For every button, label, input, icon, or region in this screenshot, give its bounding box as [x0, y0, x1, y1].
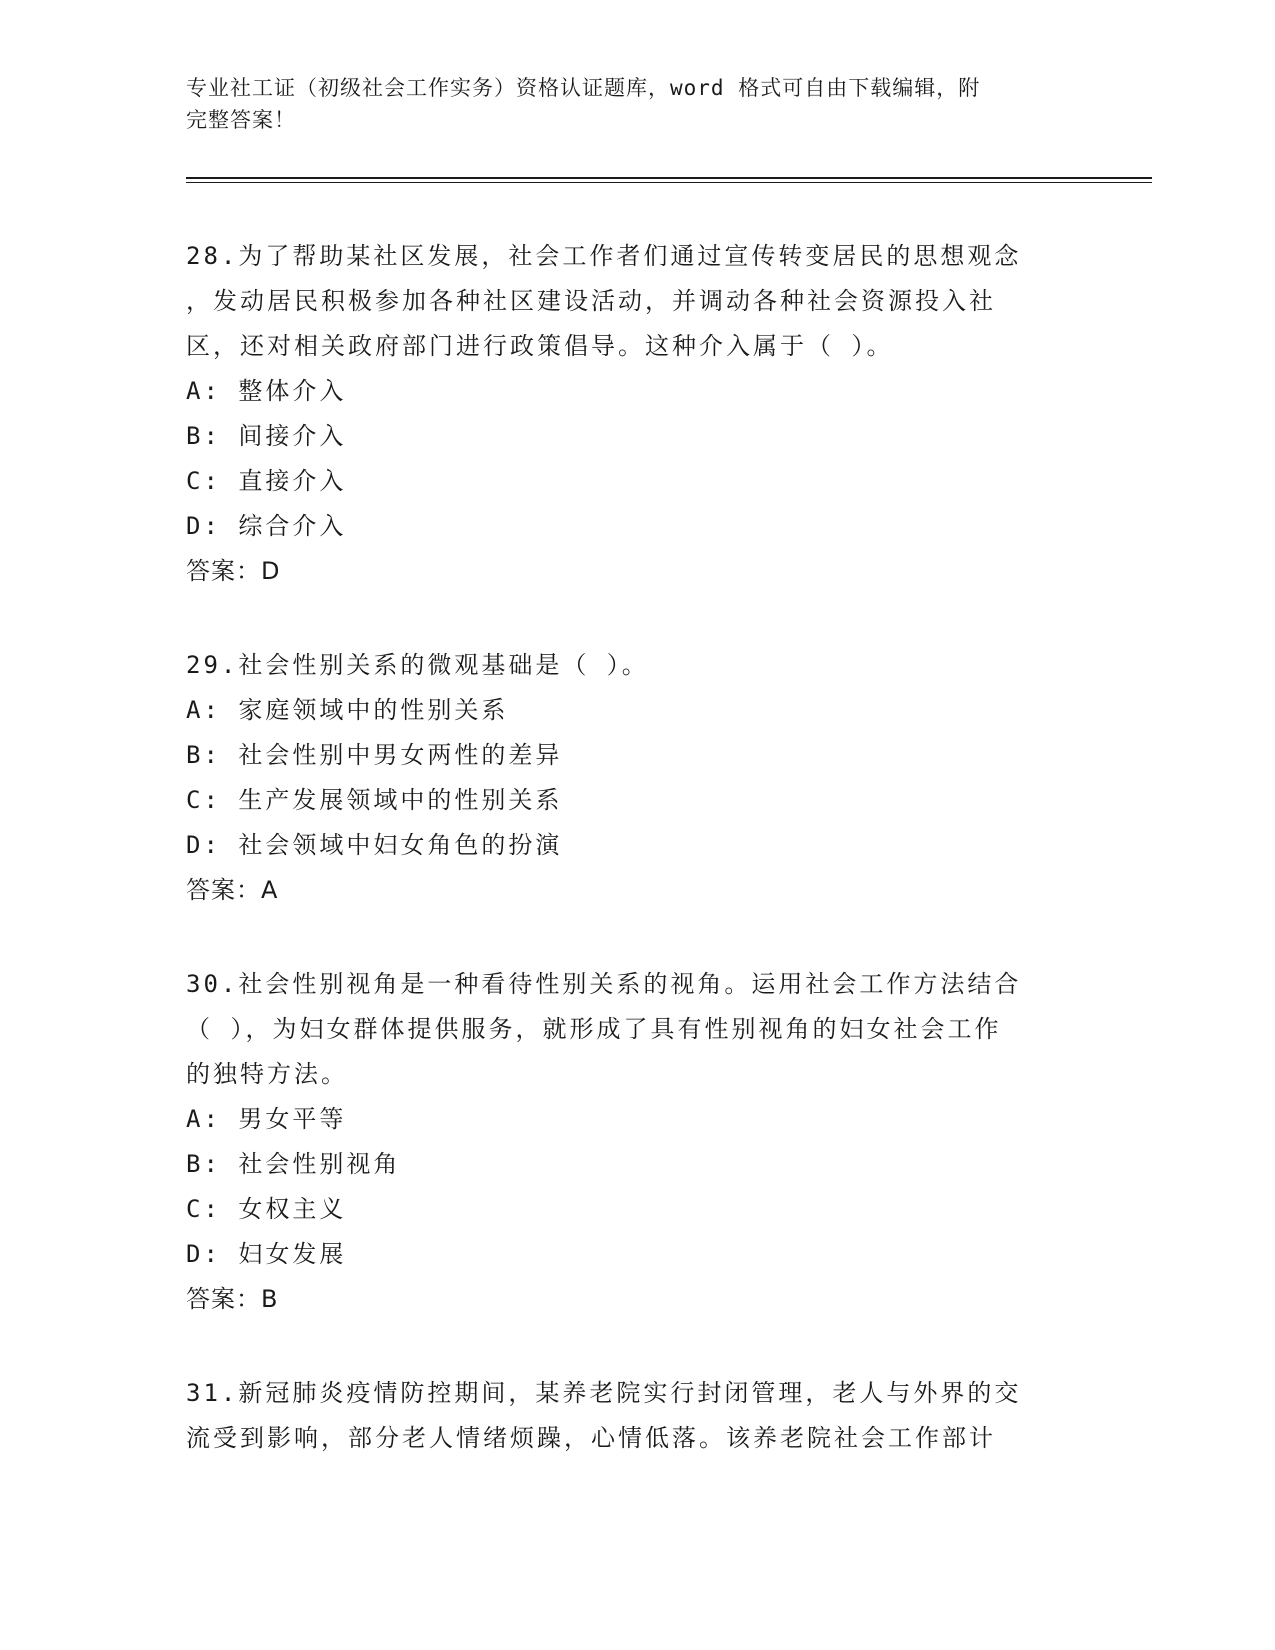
option-b: B: 间接介入: [186, 422, 347, 450]
option-d: D: 社会领域中妇女角色的扮演: [186, 831, 563, 859]
question-29: [186, 643, 1086, 913]
header-line-2: 完整答案！: [186, 108, 296, 132]
question-31: [186, 1371, 1086, 1461]
question-stem-line: 的独特方法。: [186, 1060, 348, 1088]
question-stem-line: ，发动居民积极参加各种社区建设活动，并调动各种社会资源投入社: [186, 287, 996, 315]
option-c: C: 生产发展领域中的性别关系: [186, 786, 563, 814]
header-line-1: 专业社工证（初级社会工作实务）资格认证题库，word 格式可自由下载编辑，附: [186, 76, 981, 100]
question-stem-line: 30.社会性别视角是一种看待性别关系的视角。运用社会工作方法结合: [186, 970, 1022, 998]
option-c: C: 直接介入: [186, 467, 347, 495]
option-c: C: 女权主义: [186, 1195, 347, 1223]
option-a: A: 整体介入: [186, 377, 347, 405]
question-stem-line: 流受到影响，部分老人情绪烦躁，心情低落。该养老院社会工作部计: [186, 1424, 996, 1452]
option-a: A: 男女平等: [186, 1105, 347, 1133]
option-b: B: 社会性别视角: [186, 1150, 401, 1178]
answer-line: 答案：A: [186, 876, 279, 904]
question-stem-line: 31.新冠肺炎疫情防控期间，某养老院实行封闭管理，老人与外界的交: [186, 1379, 1022, 1407]
question-28: [186, 234, 1086, 594]
document-header: [186, 72, 1086, 136]
question-stem-line: 28.为了帮助某社区发展，社会工作者们通过宣传转变居民的思想观念: [186, 242, 1022, 270]
option-d: D: 综合介入: [186, 512, 347, 540]
question-stem-line: （ ），为妇女群体提供服务，就形成了具有性别视角的妇女社会工作: [186, 1015, 1002, 1043]
question-stem-line: 29.社会性别关系的微观基础是（ ）。: [186, 651, 649, 679]
option-d: D: 妇女发展: [186, 1240, 347, 1268]
question-stem-line: 区，还对相关政府部门进行政策倡导。这种介入属于（ ）。: [186, 332, 894, 360]
header-divider-thin: [186, 182, 1152, 183]
answer-line: 答案：D: [186, 557, 281, 585]
option-b: B: 社会性别中男女两性的差异: [186, 741, 563, 769]
header-divider-thick: [186, 177, 1152, 179]
option-a: A: 家庭领域中的性别关系: [186, 696, 509, 724]
question-30: [186, 962, 1086, 1322]
answer-line: 答案：B: [186, 1285, 279, 1313]
